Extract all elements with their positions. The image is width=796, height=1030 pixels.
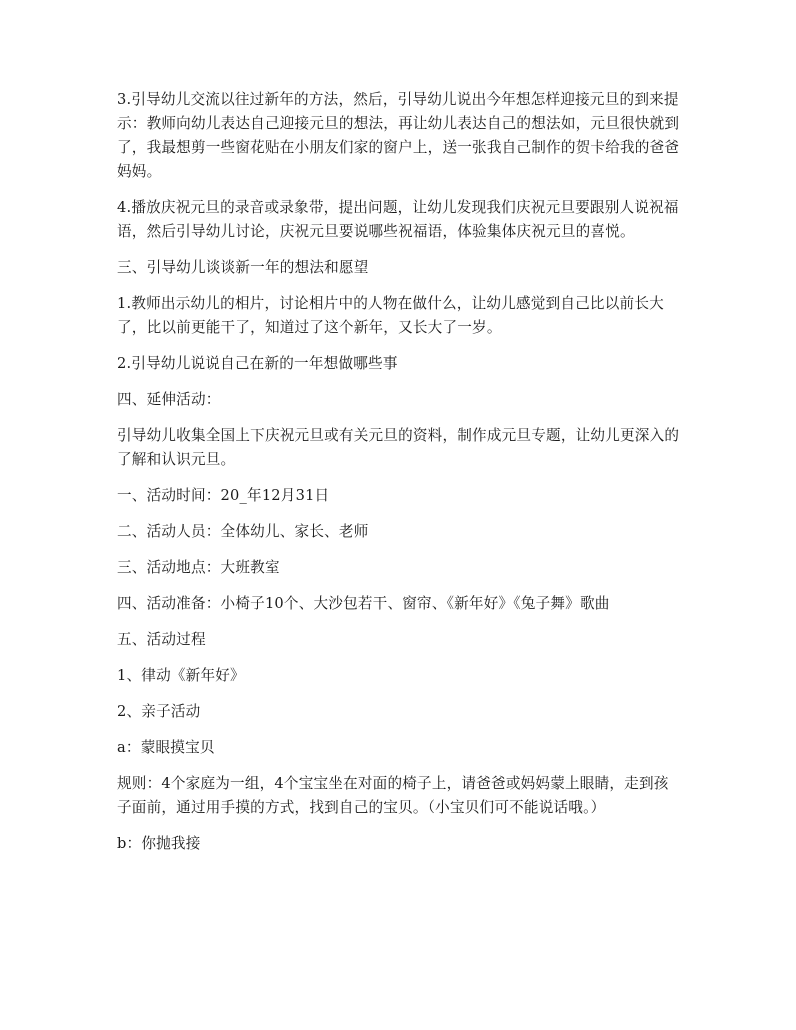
section-heading-extension: 四、延伸活动： [117,391,221,408]
paragraph-step-3-exchange: 3.引导幼儿交流以往过新年的方法，然后，引导幼儿说出今年想怎样迎接元旦的到来提示：教师向幼儿表达自己迎接元旦的想法，再让幼儿表达自己的想法如，元旦很快就到了，我最想剪一些窗花贴在小朋友们家的窗户上，送一张我自己制作的贺卡给我的爸爸妈妈。 [117,91,680,180]
paragraph-photo-discussion: 1.教师出示幼儿的相片，讨论相片中的人物在做什么，让幼儿感觉到自己比以前长大了，比以前更能干了，知道过了这个新年，又长大了一岁。 [117,295,664,336]
paragraph-step-4-greetings: 4.播放庆祝元旦的录音或录象带，提出问题，让幼儿发现我们庆祝元旦要跟别人说祝福语，然后引导幼儿讨论，庆祝元旦要说哪些祝福语，体验集体庆祝元旦的喜悦。 [117,199,679,240]
process-step-parent-child: 2、亲子活动 [117,703,201,720]
activity-location: 三、活动地点：大班教室 [117,559,280,576]
activity-participants: 二、活动人员：全体幼儿、家长、老师 [117,523,369,540]
section-heading-process: 五、活动过程 [117,631,206,648]
game-a-rules: 规则：4个家庭为一组，4个宝宝坐在对面的椅子上，请爸爸或妈妈蒙上眼睛，走到孩子面前，通过用手摸的方式，找到自己的宝贝。（小宝贝们可不能说话哦。） [117,775,669,816]
activity-time: 一、活动时间：20_年12月31日 [117,487,330,504]
paragraph-new-year-plans: 2.引导幼儿说说自己在新的一年想做哪些事 [117,355,398,372]
section-heading-wishes: 三、引导幼儿谈谈新一年的想法和愿望 [117,259,369,276]
activity-preparation: 四、活动准备：小椅子10个、大沙包若干、窗帘、《新年好》《兔子舞》歌曲 [117,595,610,612]
paragraph-extension-activity: 引导幼儿收集全国上下庆祝元旦或有关元旦的资料，制作成元旦专题，让幼儿更深入的了解和认识元旦。 [117,427,680,468]
game-a-title: a：蒙眼摸宝贝 [117,739,215,756]
document-page [117,88,682,868]
process-step-rhythm: 1、律动《新年好》 [117,667,245,684]
game-b-title: b：你抛我接 [117,835,201,852]
